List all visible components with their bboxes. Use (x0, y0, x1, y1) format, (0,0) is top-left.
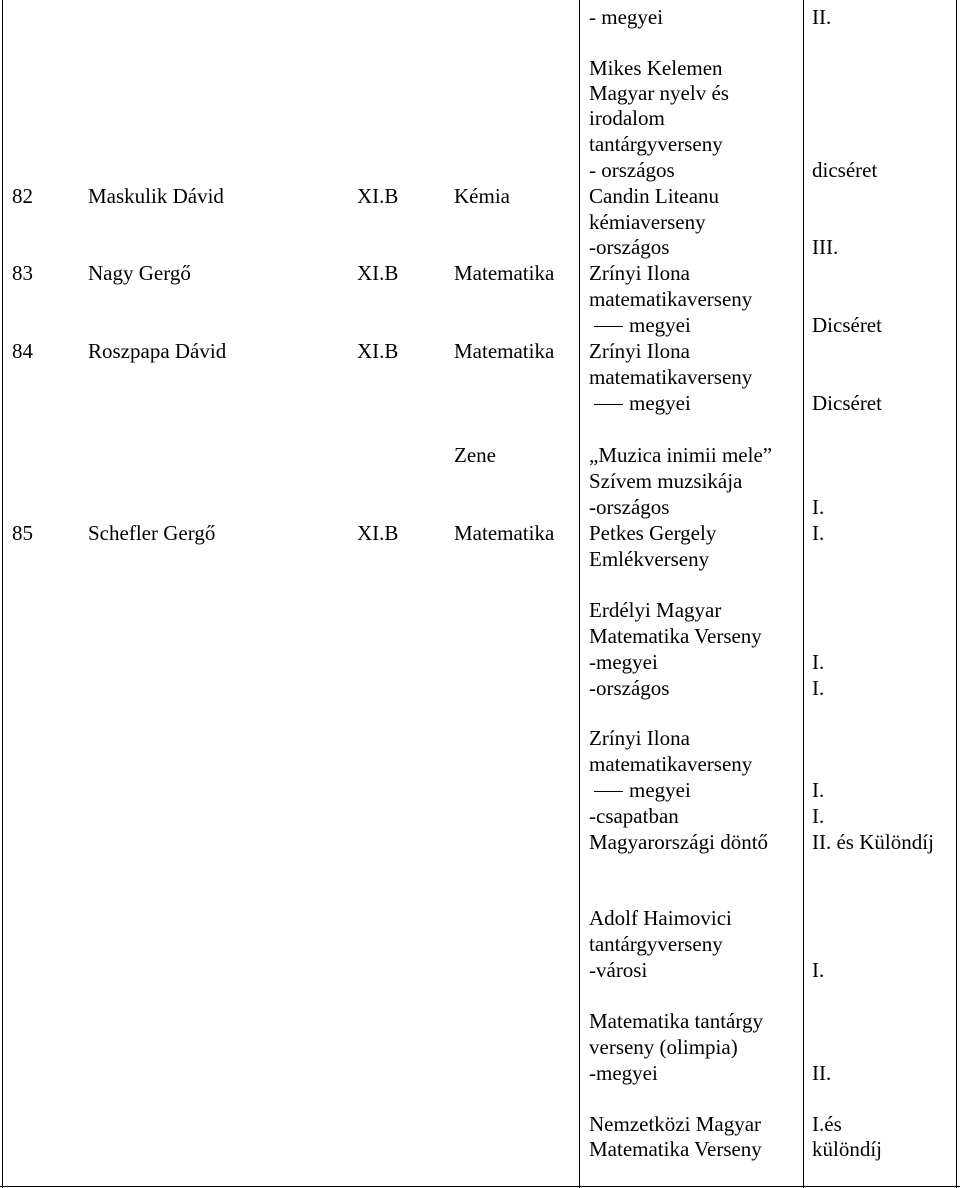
competition-line: Candin Liteanu (589, 184, 720, 208)
subject-label: Matematika (454, 261, 555, 285)
competition-line: Emlékverseny (589, 547, 710, 571)
row-number: 84 (12, 339, 33, 363)
competition-line: -csapatban (589, 804, 679, 828)
competition-line: - megyei (589, 5, 664, 29)
row-number: 83 (12, 261, 33, 285)
subject-label: Kémia (454, 184, 510, 208)
row-number: 82 (12, 184, 33, 208)
result-text: I. (812, 676, 825, 700)
competition-line: -országos (589, 676, 670, 700)
student-name: Nagy Gergő (88, 261, 191, 285)
competition-line: -megyei (589, 1061, 658, 1085)
subject-label: Matematika (454, 339, 555, 363)
competition-line: -városi (589, 958, 648, 982)
competition-line: Szívem muzsikája (589, 469, 743, 493)
student-name: Schefler Gergő (88, 521, 216, 545)
competition-line: megyei (629, 313, 691, 337)
table-right-border (956, 0, 957, 1188)
competition-line: megyei (629, 778, 691, 802)
competition-line: irodalom (589, 106, 665, 130)
competition-line-dashed (594, 390, 691, 416)
competition-line: Erdélyi Magyar (589, 598, 722, 622)
competition-line: tantárgyverseny (589, 132, 723, 156)
competition-line: Matematika tantárgy (589, 1009, 763, 1033)
subject-label: Matematika (454, 521, 555, 545)
result-text: különdíj (812, 1137, 883, 1161)
competition-line: Nemzetközi Magyar (589, 1112, 762, 1136)
result-text: dicséret (812, 158, 878, 182)
competition-line: -országos (589, 235, 670, 259)
competition-line: Zrínyi Ilona (589, 726, 690, 750)
student-name: Maskulik Dávid (88, 184, 224, 208)
dash-icon (594, 791, 623, 792)
class-label: XI.B (357, 339, 399, 363)
result-text: I. (812, 521, 825, 545)
result-text: Dicséret (812, 391, 882, 415)
competition-line: Mikes Kelemen (589, 56, 723, 80)
competition-line: „Muzica inimii mele” (589, 443, 773, 467)
dash-icon (594, 326, 623, 327)
result-text: II. (812, 1061, 832, 1085)
competition-line: Matematika Verseny (589, 1137, 762, 1161)
result-text: II. (812, 5, 832, 29)
competition-line: - országos (589, 158, 675, 182)
competition-line: Adolf Haimovici (589, 906, 732, 930)
competition-line: Zrínyi Ilona (589, 339, 690, 363)
row-number: 85 (12, 521, 33, 545)
competition-line-dashed (594, 312, 691, 338)
competition-line: matematikaverseny (589, 365, 753, 389)
result-text: Dicséret (812, 313, 882, 337)
competition-line: -országos (589, 495, 670, 519)
result-text: III. (812, 235, 839, 259)
competition-line: Zrínyi Ilona (589, 261, 690, 285)
subject-label: Zene (454, 443, 496, 467)
competition-line: -megyei (589, 650, 658, 674)
result-text: I. (812, 804, 825, 828)
result-text: I. (812, 778, 825, 802)
competition-line: Matematika Verseny (589, 624, 762, 648)
class-label: XI.B (357, 521, 399, 545)
student-name: Roszpapa Dávid (88, 339, 227, 363)
competition-line: Magyar nyelv és (589, 81, 729, 105)
table-bottom-border (0, 1186, 960, 1187)
class-label: XI.B (357, 261, 399, 285)
competition-line: matematikaverseny (589, 752, 753, 776)
competition-line: verseny (olimpia) (589, 1035, 738, 1059)
column-divider (579, 0, 580, 1188)
competition-line: Petkes Gergely (589, 521, 717, 545)
column-divider (803, 0, 804, 1188)
competition-line: Magyarországi döntő (589, 830, 769, 854)
dash-icon (594, 404, 623, 405)
competition-line-dashed (594, 777, 691, 803)
class-label: XI.B (357, 184, 399, 208)
competition-line: kémiaverseny (589, 210, 706, 234)
competition-line: matematikaverseny (589, 287, 753, 311)
result-text: I. (812, 650, 825, 674)
competition-line: megyei (629, 391, 691, 415)
competition-line: tantárgyverseny (589, 932, 723, 956)
table-left-border (2, 0, 3, 1188)
result-text: I. (812, 495, 825, 519)
result-text: I. (812, 958, 825, 982)
result-text: II. és Különdíj (812, 830, 934, 854)
result-text: I.és (812, 1112, 842, 1136)
